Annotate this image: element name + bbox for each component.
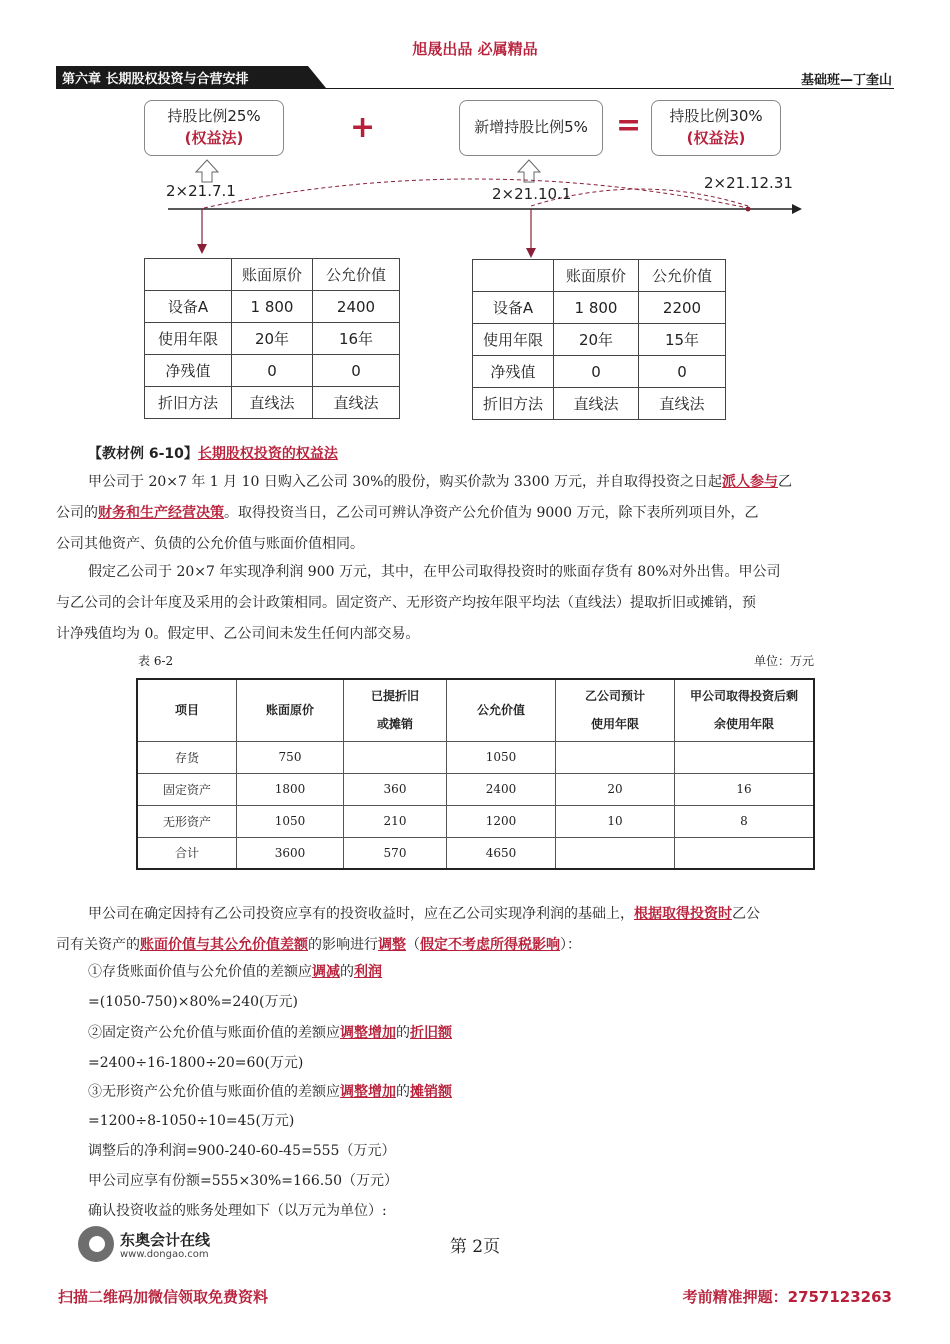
- example-heading: [88, 443, 338, 463]
- dashed-arc-left: [204, 179, 748, 208]
- footer-contact: 考前精准押题：2757123263: [682, 1288, 892, 1306]
- highlight-text: 派人参与: [721, 474, 778, 490]
- table-cell: [675, 837, 815, 869]
- table-cell: 使用年限: [473, 324, 554, 356]
- table-cell: 20: [556, 773, 675, 805]
- table-cell: [344, 741, 447, 773]
- table-header-cell: [237, 679, 344, 741]
- highlight-text: 摊销额: [410, 1084, 452, 1100]
- analysis-paragraph: [56, 899, 896, 961]
- analysis-item-3: [88, 1078, 452, 1107]
- adjusted-net-profit: 调整后的净利润=900-240-60-45=555（万元）: [88, 1143, 396, 1159]
- header-line: 公允价值: [476, 703, 525, 718]
- table-cell: [556, 741, 675, 773]
- table-cell: 16: [675, 773, 815, 805]
- table-cell: 设备A: [473, 292, 554, 324]
- page-number: 第 2页: [449, 1237, 501, 1257]
- table-cell: [675, 741, 815, 773]
- text-run: 的: [396, 1025, 410, 1041]
- brand-slogan: 旭晟出品 必属精品: [412, 40, 538, 58]
- table-cell: [473, 260, 554, 292]
- holding-box-25-label: 持股比例25%: [167, 107, 261, 125]
- table-cell: 直线法: [313, 387, 400, 419]
- header-divider: [56, 88, 894, 89]
- timeline-arrowhead-icon: [792, 204, 802, 214]
- table-cell: 直线法: [554, 388, 639, 420]
- table-cell: 1050: [447, 741, 556, 773]
- table-cell: 1200: [447, 805, 556, 837]
- calc-line-1: =(1050-750)×80%=240(万元): [88, 994, 298, 1010]
- highlight-text: 利润: [354, 964, 382, 980]
- table-cell: 净残值: [145, 355, 232, 387]
- table-cell: 存货: [137, 741, 237, 773]
- table-row: [473, 388, 726, 420]
- equals-sign: =: [616, 108, 642, 143]
- header-line: 乙公司预计: [584, 689, 645, 704]
- holding-box-25-method: (权益法): [184, 129, 244, 147]
- text-run: ③无形资产公允价值与账面价值的差额应: [88, 1084, 340, 1100]
- table-cell: 无形资产: [137, 805, 237, 837]
- text-run: （: [406, 937, 420, 953]
- table-cell: 折旧方法: [145, 387, 232, 419]
- table-cell: 0: [639, 356, 726, 388]
- text-run: 甲公司于 20×7 年 1 月 10 日购入乙公司 30%的股份，购买价款为 3300 万元，并自取得投资之日起: [88, 474, 722, 490]
- table-cell: 210: [344, 805, 447, 837]
- table-cell: 账面原价: [554, 260, 639, 292]
- footer-wechat-note: 扫描二维码加微信领取免费资料: [58, 1288, 269, 1306]
- highlight-text: 折旧额: [410, 1025, 452, 1041]
- text-run: ②固定资产公允价值与账面价值的差额应: [88, 1025, 340, 1041]
- table-row: [473, 292, 726, 324]
- table-header-cell: [447, 679, 556, 741]
- text-run: 的影响进行: [308, 937, 378, 953]
- table-header-row: [137, 679, 814, 741]
- table-cell: 1800: [237, 773, 344, 805]
- highlight-text: 账面价值与其公允价值差额: [140, 937, 308, 953]
- journal-entry-intro: 确认投资收益的账务处理如下（以万元为单位）:: [88, 1203, 387, 1219]
- text-run: 的: [340, 964, 354, 980]
- example-title: 长期股权投资的权益法: [197, 446, 338, 462]
- table-row: [145, 291, 400, 323]
- logo-url: www.dongao.com: [120, 1249, 209, 1260]
- table-cell: 0: [313, 355, 400, 387]
- table-cell: 2200: [639, 292, 726, 324]
- text-line: [56, 467, 896, 498]
- table-cell: 15年: [639, 324, 726, 356]
- table-cell: 账面原价: [232, 259, 313, 291]
- text-line: 与乙公司的会计年度及采用的会计政策相同。固定资产、无形资产均按年限平均法（直线法）提取折旧或摊销，预: [56, 595, 756, 611]
- text-line: [56, 529, 896, 560]
- text-run: 公司的: [56, 505, 98, 521]
- example-paragraph-1: [56, 467, 896, 560]
- table-cell: 设备A: [145, 291, 232, 323]
- table-cell: 1 800: [232, 291, 313, 323]
- text-line: 假定乙公司于 20×7 年实现净利润 900 万元，其中，在甲公司取得投资时的账面存货有 80%对外出售。甲公司: [88, 564, 781, 580]
- highlight-text: 根据取得投资时: [634, 906, 732, 922]
- date-label-2: 2×21.10.1: [492, 185, 572, 203]
- holding-box-new5: [459, 100, 603, 156]
- table-cell: 750: [237, 741, 344, 773]
- table-cell: 折旧方法: [473, 388, 554, 420]
- table-caption: 表 6-2: [138, 654, 174, 668]
- table-row: [137, 805, 814, 837]
- table-row: [473, 324, 726, 356]
- table-cell: 1050: [237, 805, 344, 837]
- text-run: ①存货账面价值与公允价值的差额应: [88, 964, 312, 980]
- header-line: 账面原价: [265, 703, 314, 718]
- table-cell: 净残值: [473, 356, 554, 388]
- table-cell: 20年: [232, 323, 313, 355]
- table-header-cell: [344, 679, 447, 741]
- highlight-text: 调整增加: [340, 1084, 396, 1100]
- share-amount: 甲公司应享有份额=555×30%=166.50（万元）: [88, 1173, 399, 1189]
- text-run: 公司其他资产、负债的公允价值与账面价值相同。: [56, 536, 364, 552]
- text-run: 司有关资产的: [56, 937, 140, 953]
- table-row: [145, 387, 400, 419]
- holding-box-new5-label: 新增持股比例5%: [474, 118, 588, 136]
- table-cell: 2400: [313, 291, 400, 323]
- text-line: [56, 498, 896, 529]
- table-unit: 单位：万元: [753, 654, 814, 668]
- up-arrow-icon: [518, 160, 540, 182]
- course-name: 基础班—丁奎山: [800, 73, 892, 88]
- holding-box-30-method: (权益法): [686, 129, 746, 147]
- text-run: 乙公: [732, 906, 760, 922]
- fair-value-table-2: [472, 259, 726, 420]
- table-cell: 固定资产: [137, 773, 237, 805]
- logo-name: 东奥会计在线: [120, 1231, 211, 1249]
- header-line: 甲公司取得投资后剩: [689, 689, 798, 704]
- text-run: ）：: [560, 937, 581, 953]
- table-cell: [145, 259, 232, 291]
- table-cell: 公允价值: [313, 259, 400, 291]
- example-label: 【教材例 6-10】: [88, 446, 198, 462]
- table-cell: 合计: [137, 837, 237, 869]
- table-header-cell: [137, 679, 237, 741]
- text-run: 甲公司在确定因持有乙公司投资应享有的投资收益时，应在乙公司实现净利润的基础上，: [88, 906, 634, 922]
- holding-box-30: [651, 100, 781, 156]
- table-cell: 直线法: [232, 387, 313, 419]
- header-line: 项目: [174, 703, 199, 718]
- text-line: [56, 899, 896, 930]
- table-header-cell: [675, 679, 815, 741]
- table-cell: 570: [344, 837, 447, 869]
- highlight-text: 调减: [312, 964, 340, 980]
- table-cell: 360: [344, 773, 447, 805]
- table-cell: 2400: [447, 773, 556, 805]
- table-cell: 公允价值: [639, 260, 726, 292]
- highlight-text: 调整: [378, 937, 406, 953]
- header-line: 已提折旧: [370, 689, 419, 704]
- asset-table-6-2: [136, 678, 815, 870]
- table-cell: 1 800: [554, 292, 639, 324]
- header-line: 余使用年限: [713, 717, 774, 732]
- up-arrow-icon: [196, 160, 218, 182]
- table-header-cell: [556, 679, 675, 741]
- table-cell: [556, 837, 675, 869]
- highlight-text: 调整增加: [340, 1025, 396, 1041]
- plus-sign: +: [350, 110, 376, 145]
- drop-arrow-icon: [526, 248, 536, 258]
- table-header-row: [145, 259, 400, 291]
- table-cell: 8: [675, 805, 815, 837]
- example-paragraph-2: [56, 557, 896, 650]
- table-row: [137, 741, 814, 773]
- table-cell: 0: [554, 356, 639, 388]
- table-cell: 3600: [237, 837, 344, 869]
- table-header-row: [473, 260, 726, 292]
- timeline-marker: [746, 207, 751, 212]
- calc-line-3: =1200÷8-1050÷10=45(万元): [88, 1113, 295, 1129]
- header-line: 或摊销: [376, 717, 413, 732]
- table-row: [145, 323, 400, 355]
- table-cell: 20年: [554, 324, 639, 356]
- chapter-title: 第六章 长期股权投资与合营安排: [62, 72, 249, 87]
- highlight-text: 假定不考虑所得税影响: [420, 937, 560, 953]
- text-run: 乙: [777, 474, 792, 490]
- table-cell: 4650: [447, 837, 556, 869]
- holding-box-30-label: 持股比例30%: [669, 107, 763, 125]
- drop-arrow-icon: [197, 244, 207, 254]
- table-cell: 使用年限: [145, 323, 232, 355]
- timeline-graphic: [0, 150, 950, 260]
- table-row: [137, 837, 814, 869]
- analysis-item-1: [88, 958, 382, 987]
- holding-box-25: [144, 100, 284, 156]
- table-cell: 16年: [313, 323, 400, 355]
- text-line: 计净残值均为 0。假定甲、乙公司间未发生任何内部交易。: [56, 626, 420, 642]
- date-label-1: 2×21.7.1: [166, 182, 236, 200]
- highlight-text: 财务和生产经营决策: [98, 505, 224, 521]
- table-cell: 10: [556, 805, 675, 837]
- table-cell: 直线法: [639, 388, 726, 420]
- header-line: 使用年限: [590, 717, 639, 732]
- text-run: 的: [396, 1084, 410, 1100]
- analysis-item-2: [88, 1019, 452, 1048]
- table-row: [137, 773, 814, 805]
- fair-value-table-1: [144, 258, 400, 419]
- table-row: [145, 355, 400, 387]
- table-cell: 0: [232, 355, 313, 387]
- text-run: 。取得投资当日，乙公司可辨认净资产公允价值为 9000 万元，除下表所列项目外，乙: [224, 505, 759, 521]
- calc-line-2: =2400÷16-1800÷20=60(万元): [88, 1055, 304, 1071]
- table-row: [473, 356, 726, 388]
- text-line: [56, 930, 896, 961]
- date-label-3: 2×21.12.31: [704, 174, 793, 192]
